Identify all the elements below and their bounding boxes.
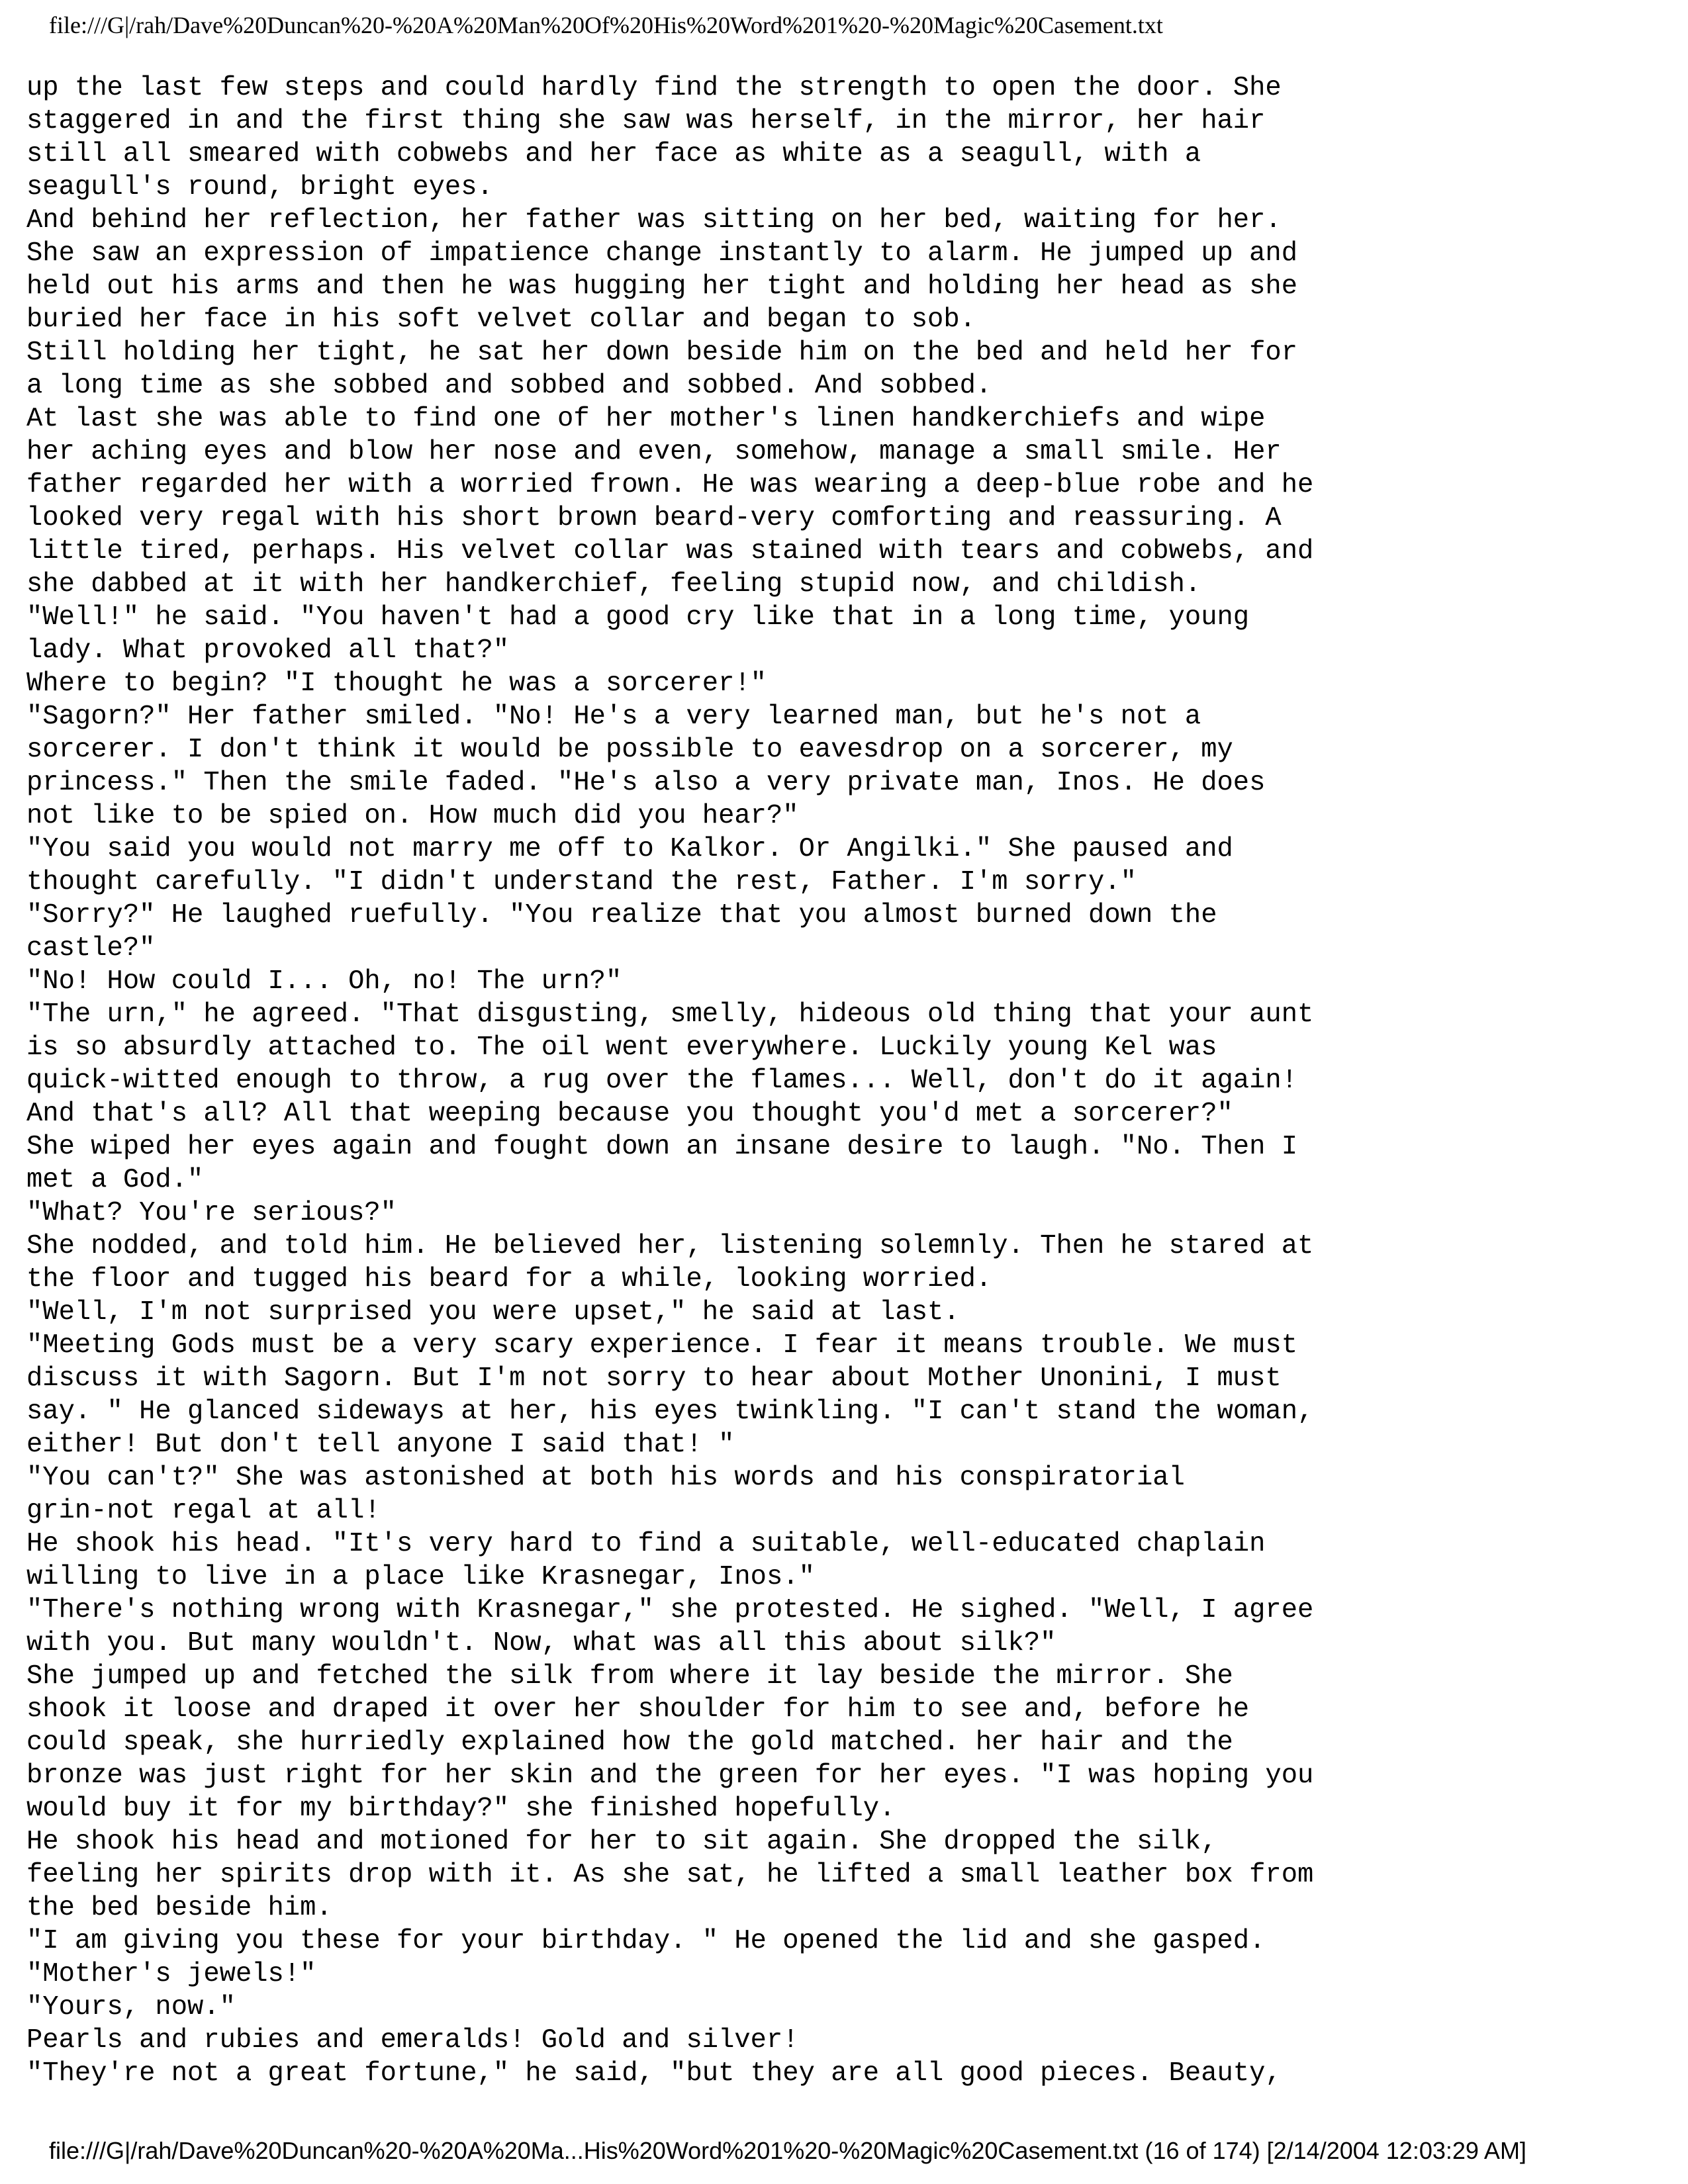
text-line: bronze was just right for her skin and the green for her eyes. "I was hoping you — [26, 1760, 1314, 1791]
text-line: "Sagorn?" Her father smiled. "No! He's a very learned man, but he's not a — [26, 702, 1201, 732]
text-line: "The urn," he agreed. "That disgusting, smelly, hideous old thing that your aunt — [26, 999, 1314, 1030]
page-header-file-path: file:///G|/rah/Dave%20Duncan%20-%20A%20Man%20Of%20His%20Word%201%20-%20Magic%20Casement.txt — [49, 12, 1163, 38]
text-line: the bed beside him. — [26, 1893, 332, 1923]
text-line: "There's nothing wrong with Krasnegar," she protested. He sighed. "Well, I agree — [26, 1595, 1314, 1625]
text-line: father regarded her with a worried frown. He was wearing a deep-blue robe and he — [26, 470, 1314, 500]
text-line: is so absurdly attached to. The oil went everywhere. Luckily young Kel was — [26, 1032, 1217, 1063]
text-line: He shook his head. "It's very hard to find a suitable, well-educated chaplain — [26, 1529, 1266, 1559]
text-line: "I am giving you these for your birthday. " He opened the lid and she gasped. — [26, 1926, 1266, 1956]
text-line: "Well!" he said. "You haven't had a good cry like that in a long time, young — [26, 602, 1250, 633]
text-line: "Yours, now." — [26, 1992, 236, 2023]
text-line: would buy it for my birthday?" she finished hopefully. — [26, 1794, 896, 1824]
text-line: grin-not regal at all! — [26, 1496, 381, 1526]
text-line: feeling her spirits drop with it. As she sat, he lifted a small leather box from — [26, 1860, 1314, 1890]
text-line: "Sorry?" He laughed ruefully. "You realize that you almost burned down the — [26, 900, 1217, 931]
text-line: She jumped up and fetched the silk from where it lay beside the mirror. She — [26, 1661, 1233, 1692]
text-line: "What? You're serious?" — [26, 1198, 397, 1228]
text-line: met a God." — [26, 1165, 204, 1195]
text-line: And behind her reflection, her father was sitting on her bed, waiting for her. — [26, 205, 1282, 236]
text-line: sorcerer. I don't think it would be possible to eavesdrop on a sorcerer, my — [26, 735, 1233, 765]
text-line: "Meeting Gods must be a very scary experience. I fear it means trouble. We must — [26, 1330, 1298, 1361]
text-line: the floor and tugged his beard for a while, looking worried. — [26, 1264, 992, 1295]
text-line: discuss it with Sagorn. But I'm not sorry to hear about Mother Unonini, I must — [26, 1363, 1282, 1394]
text-line: held out his arms and then he was hugging her tight and holding her head as she — [26, 271, 1298, 302]
text-line: not like to be spied on. How much did you hear?" — [26, 801, 799, 831]
text-line: her aching eyes and blow her nose and even, somehow, manage a small smile. Her — [26, 437, 1282, 467]
text-line: "Well, I'm not surprised you were upset," he said at last. — [26, 1297, 960, 1328]
text-line: up the last few steps and could hardly find the strength to open the door. She — [26, 73, 1282, 103]
text-line: At last she was able to find one of her mother's linen handkerchiefs and wipe — [26, 404, 1266, 434]
text-line: She saw an expression of impatience change instantly to alarm. He jumped up and — [26, 238, 1298, 269]
text-line: buried her face in his soft velvet collar and began to sob. — [26, 304, 976, 335]
text-line: willing to live in a place like Krasnegar, Inos." — [26, 1562, 815, 1592]
text-line: quick-witted enough to throw, a rug over the flames... Well, don't do it again! — [26, 1066, 1298, 1096]
text-line: princess." Then the smile faded. "He's also a very private man, Inos. He does — [26, 768, 1266, 798]
text-line: either! But don't tell anyone I said that! " — [26, 1430, 735, 1460]
text-line: "You said you would not marry me off to Kalkor. Or Angilki." She paused and — [26, 834, 1233, 864]
text-line: thought carefully. "I didn't understand the rest, Father. I'm sorry." — [26, 867, 1137, 897]
text-line: with you. But many wouldn't. Now, what was all this about silk?" — [26, 1628, 1056, 1659]
text-line: Where to begin? "I thought he was a sorcerer!" — [26, 668, 767, 699]
text-line: still all smeared with cobwebs and her face as white as a seagull, with a — [26, 139, 1201, 169]
page-footer-file-path: file:///G|/rah/Dave%20Duncan%20-%20A%20Ma...His%20Word%201%20-%20Magic%20Casement.txt (16 of 174) [2/14/2004 12:03:29 AM] — [49, 2137, 1526, 2164]
text-line: shook it loose and draped it over her shoulder for him to see and, before he — [26, 1694, 1250, 1725]
text-line: say. " He glanced sideways at her, his eyes twinkling. "I can't stand the woman, — [26, 1396, 1314, 1427]
document-body — [26, 71, 1662, 2090]
text-line: a long time as she sobbed and sobbed and sobbed. And sobbed. — [26, 371, 992, 401]
text-line: She nodded, and told him. He believed her, listening solemnly. Then he stared at — [26, 1231, 1314, 1261]
text-line: castle?" — [26, 933, 156, 964]
text-line: Still holding her tight, he sat her down beside him on the bed and held her for — [26, 338, 1298, 368]
text-line: little tired, perhaps. His velvet collar was stained with tears and cobwebs, and — [26, 536, 1314, 567]
text-line: She wiped her eyes again and fought down an insane desire to laugh. "No. Then I — [26, 1132, 1298, 1162]
text-line: "You can't?" She was astonished at both his words and his conspiratorial — [26, 1463, 1185, 1493]
text-line: could speak, she hurriedly explained how the gold matched. her hair and the — [26, 1727, 1233, 1758]
text-line: staggered in and the first thing she saw was herself, in the mirror, her hair — [26, 106, 1266, 136]
text-line: looked very regal with his short brown beard-very comforting and reassuring. A — [26, 503, 1282, 533]
text-line: "No! How could I... Oh, no! The urn?" — [26, 966, 622, 997]
text-line: lady. What provoked all that?" — [26, 635, 510, 666]
text-line: And that's all? All that weeping because you thought you'd met a sorcerer?" — [26, 1099, 1233, 1129]
text-line: "Mother's jewels!" — [26, 1959, 316, 1989]
text-line: Pearls and rubies and emeralds! Gold and silver! — [26, 2025, 799, 2056]
text-line: she dabbed at it with her handkerchief, feeling stupid now, and childish. — [26, 569, 1201, 600]
text-line: "They're not a great fortune," he said, "but they are all good pieces. Beauty, — [26, 2058, 1282, 2089]
text-line: seagull's round, bright eyes. — [26, 172, 493, 203]
text-line: He shook his head and motioned for her to sit again. She dropped the silk, — [26, 1827, 1217, 1857]
